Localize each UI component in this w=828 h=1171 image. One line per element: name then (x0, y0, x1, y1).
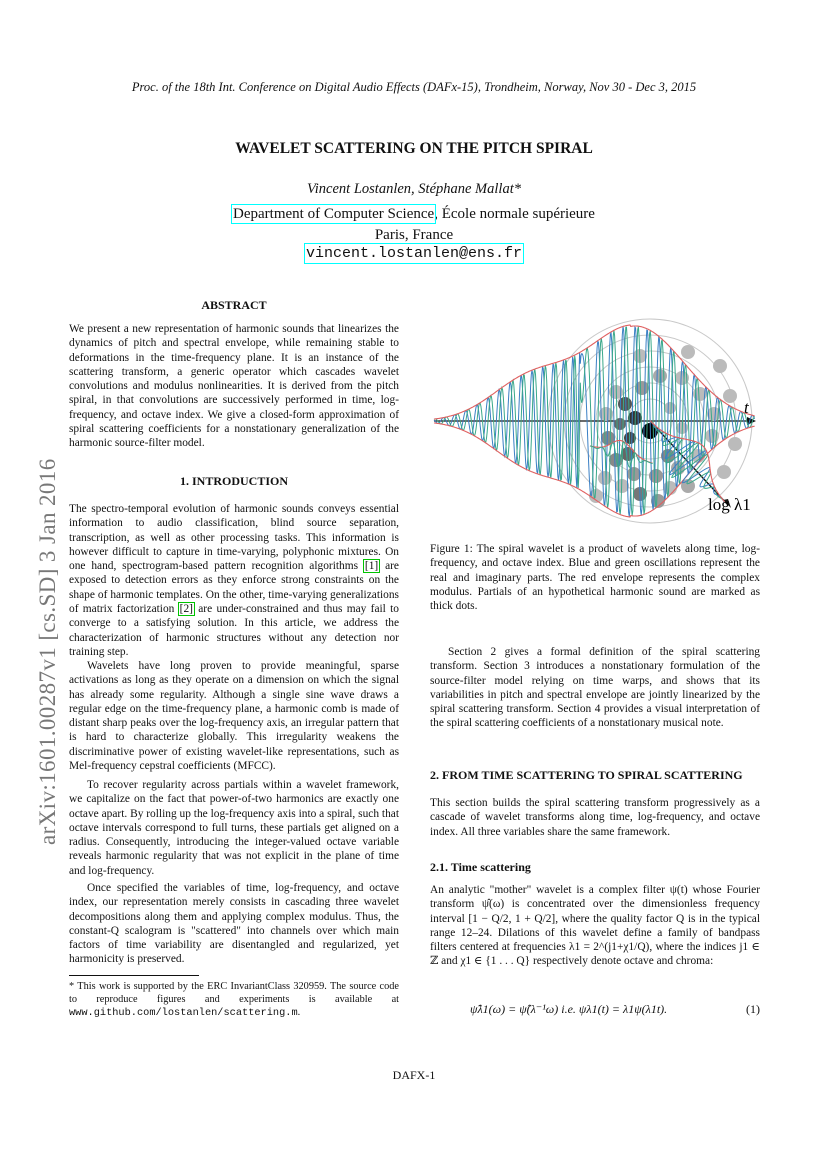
footnote-rule (69, 975, 199, 976)
footnote-end: . (297, 1007, 301, 1018)
page-number: DAFX-1 (392, 1068, 436, 1082)
email-link[interactable]: vincent.lostanlen@ens.fr (305, 245, 523, 262)
intro-paragraph-2: Wavelets have long proven to provide meaningful, sparse activations as long as they operate on a dimension on which the signal has already some regularity. Although a single sine wave draws a regular edge on the time-frequency plane, a harmonic comb is made of distant sharp peaks over the log-frequency axis, an irregular pattern that is hard to characterize globally. This irregularity weakens the discriminative power of existing wavelet-like representations, such as Mel-frequency cepstral coefficients (MFCC). (69, 660, 399, 773)
equation-body: ψ̂λ1(ω) = ψ̂(λ⁻¹ω) i.e. ψλ1(t) = λ1ψ(λ1t). (470, 1002, 668, 1016)
intro-p1-a: The spectro-temporal evolution of harmonic sounds conveys essential information to audio classification, blind source separation, transcription, as well as other processing tasks. This information is however difficult to capture in time-varying, polyphonic mixtures. On one hand, spectrogram-based pattern recognition algorithms (69, 503, 399, 573)
section2-heading: 2. FROM TIME SCATTERING TO SPIRAL SCATTERING (430, 768, 743, 782)
email-line (0, 245, 828, 262)
dept-link[interactable]: Department of Computer Science (233, 206, 435, 222)
footnote (69, 980, 399, 1020)
partial-dot (681, 345, 695, 359)
equation-number: (1) (746, 1002, 760, 1016)
footnote-text: * This work is supported by the ERC InvariantClass 320959. The source code to reproduce figures and experiments is available at (69, 981, 399, 1005)
abstract-heading: ABSTRACT (201, 298, 267, 312)
axis-label-t: t (744, 398, 749, 417)
arxiv-stamp: arXiv:1601.00287v1 [cs.SD] 3 Jan 2016 (35, 458, 60, 845)
intro-paragraph-3: To recover regularity across partials within a wavelet framework, we capitalize on the fact that power-of-two harmonics are exactly one octave apart. By rolling up the log-frequency axis into a spiral, such that octave intervals correspond to full turns, these partials get aligned on a radius. Consequently, introducing the integer-valued octave variable reveals harmonic regularity that was not explicit in the plane of time and log-frequency. (69, 779, 399, 877)
intro-paragraph-4: Once specified the variables of time, log-frequency, and octave index, our representation merely consists in cascading three wavelet decompositions along them and applying complex modulus. Thus, the constant-Q scalogram is "scattered" into channels over which main factors of time variability are disentangled and regularized, yet harmonicity is preserved. (69, 882, 399, 966)
section21-heading: 2.1. Time scattering (430, 860, 531, 874)
partial-dot (717, 465, 731, 479)
partial-dot (713, 359, 727, 373)
city: Paris, France (374, 227, 454, 243)
citation-link-1[interactable]: [1] (364, 560, 379, 573)
authors: Vincent Lostanlen, Stéphane Mallat* (307, 181, 521, 197)
axis-label-log-lambda: log λ1 (708, 495, 751, 514)
intro-paragraph-1 (69, 502, 399, 659)
school-name: , École normale supérieure (434, 206, 595, 222)
intro-heading: 1. INTRODUCTION (179, 474, 288, 488)
affiliation (0, 206, 828, 223)
equation-1 (430, 1002, 760, 1020)
partial-dot (621, 447, 635, 461)
intro-p1-b: are exposed to detection errors as they enforce strong constraints on the shape of harmonic templates. On the other, time-varying generalizations of matrix factorization (69, 560, 399, 616)
partial-dot (663, 481, 677, 495)
partial-dot (723, 389, 737, 403)
section21-text: An analytic "mother" wavelet is a complex filter ψ(t) whose Fourier transform ψ̂(ω) is concentrated over the dimensionless frequency interval [1 − Q/2, 1 + Q/2], where the quality factor Q is in the typical range 12–24. Dilations of this wavelet define a family of bandpass filters centered at frequencies λ1 = 2^(j1+χ1/Q), where the indices j1 ∈ ℤ and χ1 ∈ {1 . . . Q} respectively denote octave and chroma: (430, 884, 760, 968)
partial-dot (664, 402, 676, 414)
partial-dot (728, 437, 742, 451)
figure-caption: Figure 1: The spiral wavelet is a product of wavelets along time, log-frequency, and octave index. Blue and green oscillations represent the real and imaginary parts. The red envelope represents the complex modulus. Partials of an hypothetical harmonic sound are marked as thick dots. (430, 543, 760, 613)
outline-paragraph: Section 2 gives a formal definition of the spiral scattering transform. Section 3 introduces a nonstationary formulation of the source-filter model relying on time warps, and shows that its variabilities in pitch and spectral envelope are jointly linearized by the spiral scattering transform. Section 4 provides a visual interpretation of the spiral scattering coefficients of a nonstationary musical note. (430, 646, 760, 730)
abstract-text: We present a new representation of harmonic sounds that linearizes the dynamics of pitch and spectral envelope, while remaining stable to deformations in the time-frequency plane. It is an instance of the scattering transform, a generic operator which cascades wavelet convolutions and modulus nonlinearities. It is derived from the pitch spiral, in that convolutions are successively performed in time, log-frequency, and octave index. We give a closed-form approximation of spiral scattering coefficients for a nonstationary generalization of the harmonic source-filter model. (69, 323, 399, 450)
paper-title: WAVELET SCATTERING ON THE PITCH SPIRAL (235, 140, 593, 157)
section2-text: This section builds the spiral scattering transform progressively as a cascade of wavelet transforms along time, log-frequency, and octave index. All three variables share the same framework. (430, 797, 760, 838)
citation-link-2[interactable]: [2] (179, 603, 193, 616)
conference-header: Proc. of the 18th Int. Conference on Digital Audio Effects (DAFx-15), Trondheim, Norway, Nov 30 - Dec 3, 2015 (131, 80, 697, 94)
intro-p1-c: are under-constrained and thus may fail to converge to a satisfying solution. In this article, we address the characterization of harmonic structures without any detection nor training step. (69, 603, 399, 658)
footnote-url[interactable]: www.github.com/lostanlen/scattering.m (69, 1007, 298, 1019)
spiral-wavelet-figure (430, 296, 770, 526)
